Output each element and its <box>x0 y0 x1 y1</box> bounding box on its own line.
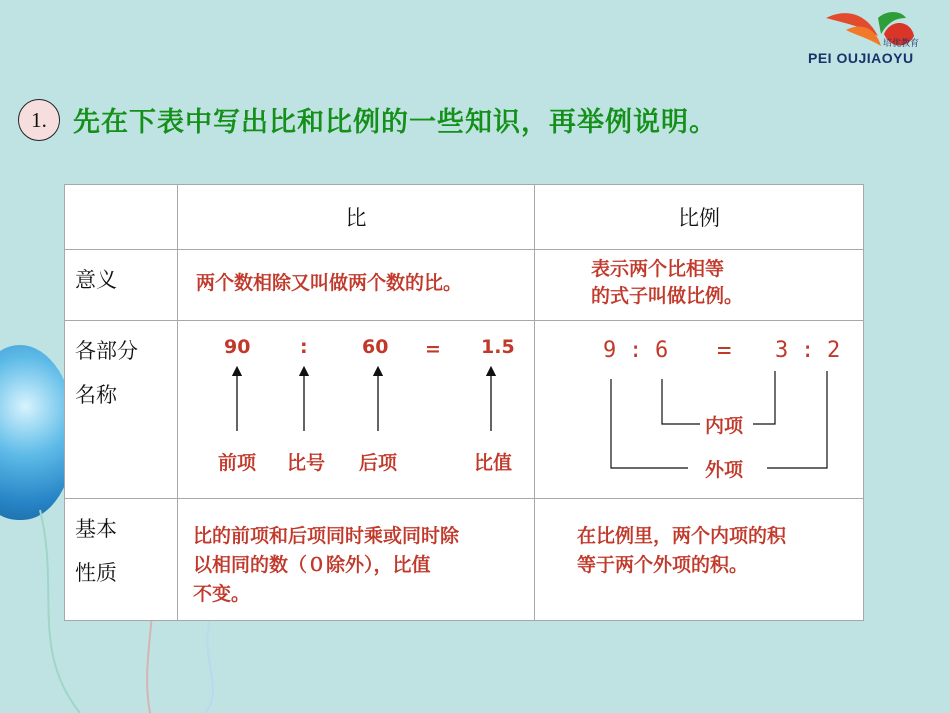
ratio-property-line3: 不变。 <box>193 583 251 605</box>
outer-bracket-right <box>767 371 827 468</box>
table-header-row <box>65 185 864 250</box>
cell-proportion-parts <box>535 321 864 499</box>
label-parts-line2: 名称 <box>75 383 117 407</box>
proportion-term-d: 2 <box>827 338 841 363</box>
table-row-meaning <box>65 250 864 321</box>
proportion-colon-1: : <box>629 338 643 363</box>
name-ratio-value: 比值 <box>474 452 513 474</box>
cell-proportion-meaning <box>535 250 864 321</box>
question-number: 1. <box>18 99 60 141</box>
name-back-term: 后项 <box>359 452 398 474</box>
ratio-colon: : <box>300 336 308 358</box>
proportion-brackets <box>535 321 864 499</box>
logo-brand-text: PEI OUJIAOYU <box>808 50 914 66</box>
ratio-meaning-text: 两个数相除又叫做两个数的比。 <box>196 272 463 294</box>
name-ratio-sign: 比号 <box>287 452 326 474</box>
ratio-term-b: 60 <box>362 336 389 358</box>
proportion-equals: = <box>717 336 732 364</box>
question-title: 先在下表中写出比和比例的一些知识，再举例说明。 <box>73 107 717 138</box>
label-property <box>65 499 178 621</box>
name-inner-terms: 内项 <box>705 415 744 437</box>
label-property-line2: 性质 <box>75 561 117 585</box>
proportion-property-line1: 在比例里，两个内项的积 <box>577 525 787 547</box>
ratio-term-a: 90 <box>224 336 251 358</box>
proportion-term-b: 6 <box>655 338 669 363</box>
proportion-colon-2: : <box>801 338 815 363</box>
label-meaning-text: 意义 <box>75 268 117 292</box>
ratio-equals: = <box>425 338 441 360</box>
label-parts-line1: 各部分 <box>75 339 138 363</box>
header-empty <box>65 185 178 250</box>
cell-ratio-meaning <box>178 250 535 321</box>
proportion-term-c: 3 <box>775 338 789 363</box>
proportion-term-a: 9 <box>603 338 617 363</box>
ratio-proportion-table <box>64 184 864 621</box>
label-parts <box>65 321 178 499</box>
cell-proportion-property <box>535 499 864 621</box>
proportion-property-line2: 等于两个外项的积。 <box>577 554 749 576</box>
table-row-property <box>65 499 864 621</box>
cell-ratio-property <box>178 499 535 621</box>
ratio-property-line1: 比的前项和后项同时乘或同时除 <box>193 525 460 547</box>
ratio-property-line2: 以相同的数（０除外），比值 <box>193 554 431 576</box>
inner-bracket-left <box>662 379 700 424</box>
cell-ratio-parts <box>178 321 535 499</box>
proportion-meaning-line1: 表示两个比相等 <box>591 258 725 280</box>
label-meaning <box>65 250 178 321</box>
logo-small-text: 培优教育 <box>883 39 920 49</box>
name-outer-terms: 外项 <box>705 459 744 481</box>
name-front-term: 前项 <box>218 452 257 474</box>
label-property-line1: 基本 <box>75 517 117 541</box>
inner-bracket-right <box>753 371 775 424</box>
ratio-value: 1.5 <box>481 336 515 358</box>
proportion-meaning-line2: 的式子叫做比例。 <box>591 285 744 307</box>
table-row-parts <box>65 321 864 499</box>
header-proportion: 比例 <box>535 185 864 250</box>
header-ratio: 比 <box>178 185 535 250</box>
